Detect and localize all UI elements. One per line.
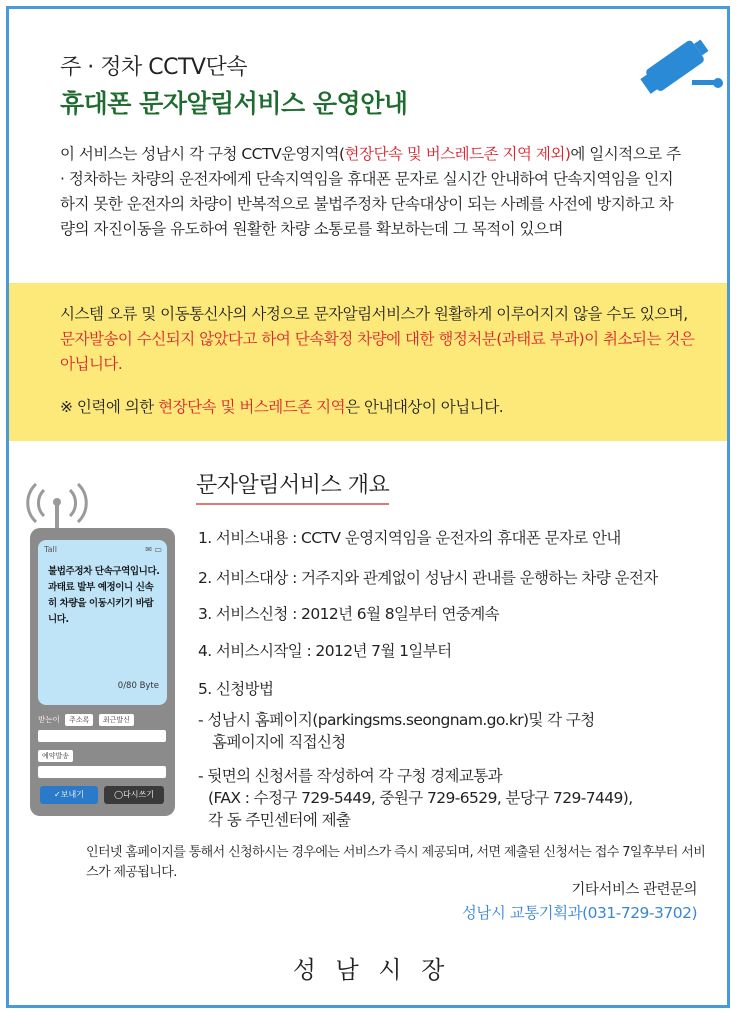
reserve-send-label[interactable]: 예약발송: [38, 750, 73, 762]
method-line: 각 동 주민센터에 제출: [208, 811, 351, 829]
page-subtitle: 주 · 정차 CCTV단속: [60, 55, 247, 80]
footnote: 인터넷 홈페이지를 통해서 신청하시는 경우에는 서비스가 즉시 제공되며, 서면 제출된 신청서는 접수 7일후부터 서비스가 제공됩니다.: [86, 845, 706, 880]
phone-message: 불법주정차 단속구역입니다. 과태료 발부 예정이니 신속히 차량을 이동시키기 바랍니다.: [48, 566, 160, 625]
overview-item: 1. 서비스내용 : CCTV 운영지역임을 운전자의 휴대폰 문자로 안내: [198, 529, 621, 547]
notice-text-highlight: 문자발송이 수신되지 않았다고 하여 단속확정 차량에 대한 행정처분(과태료 부과)이 취소되는 것은 아닙니다.: [60, 330, 695, 373]
reserve-field[interactable]: [38, 766, 166, 778]
overview-title: 문자알림서비스 개요: [196, 468, 389, 505]
notice-text: 시스템 오류 및 이동통신사의 사정으로 문자알림서비스가 원활하게 이루어지지 않을 수도 있으며,: [60, 305, 688, 323]
method-line: - 성남시 홈페이지(parkingsms.seongnam.go.kr)및 각 구청: [198, 711, 595, 729]
recent-sent-button[interactable]: 최근발신: [99, 714, 134, 726]
overview-item: 4. 서비스시작일 : 2012년 7월 1일부터: [198, 642, 452, 660]
phone-screen: [38, 540, 167, 705]
overview-item: 2. 서비스대상 : 거주지와 관계없이 성남시 관내를 운행하는 차량 운전자: [198, 569, 658, 587]
contact-label: 기타서비스 관련문의: [571, 882, 697, 898]
notice-note-text-2: 은 안내대상이 아닙니다.: [345, 398, 504, 416]
overview-item: 3. 서비스신청 : 2012년 6월 8일부터 연중계속: [198, 605, 499, 623]
byte-counter: 0/80 Byte: [117, 681, 159, 691]
recipient-label: 받는이: [38, 715, 60, 724]
contact-department: 성남시 교통기획과(031-729-3702): [461, 904, 697, 922]
mobile-phone-icon: [30, 528, 175, 816]
overview-item: 5. 신청방법: [198, 680, 274, 698]
recipient-field[interactable]: [38, 730, 166, 742]
notice-note: [60, 395, 503, 417]
signal-status: Tall: [44, 545, 57, 554]
page-title: 휴대폰 문자알림서비스 운영안내: [60, 89, 408, 118]
cctv-camera-icon: [630, 26, 730, 106]
notice-note-text-1: ※ 인력에 의한: [60, 398, 159, 416]
notice-note-highlight: 현장단속 및 버스레드존 지역: [158, 398, 346, 416]
notice-paragraph: [60, 302, 700, 377]
method-line: (FAX : 수정구 729-5449, 중원구 729-6529, 분당구 729-7449),: [208, 789, 633, 807]
phone-status-bar: [44, 545, 162, 555]
method-line: 홈페이지에 직접신청: [212, 733, 346, 751]
intro-text-1: 이 서비스는 성남시 각 구청 CCTV운영지역(: [60, 145, 345, 163]
intro-text-highlight: 현장단속 및 버스레드존 지역 제외): [344, 145, 571, 163]
address-book-button[interactable]: 주소록: [65, 714, 93, 726]
battery-icon: ✉ ▭: [145, 545, 162, 554]
send-button[interactable]: ✓보내기: [40, 786, 98, 804]
rewrite-button[interactable]: ◯다시쓰기: [104, 786, 164, 804]
signature: 성 남 시 장: [292, 956, 451, 984]
recipient-row: [38, 714, 134, 726]
method-line: - 뒷면의 신청서를 작성하여 각 구청 경제교통과: [198, 767, 503, 785]
intro-paragraph: [60, 142, 685, 242]
intro-text-2: 에 일시적으로 주 · 정차하는 차량의 운전자에게 단속지역임을 휴대폰 문자로 실시간 안내하여 단속지역임을 인지하지 못한 운전자의 차량이 반복적으로 불법주정차 단속대상이 되는 사례를 사전에 방지하고 차량의 자진이동을 유도하여 원활한 차량 소통로를 확보하는데 그 목적이 있으며: [60, 145, 681, 238]
